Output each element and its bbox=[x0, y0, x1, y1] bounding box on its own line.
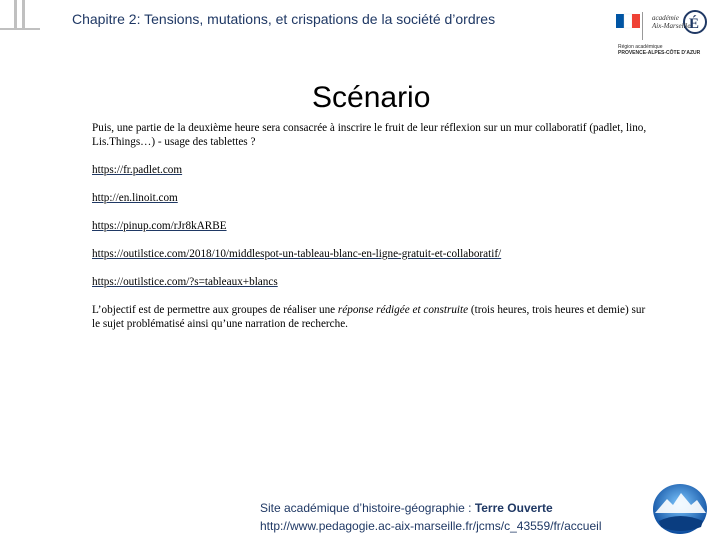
objective-text-2: (trois heures, trois heures et demie) sur le sujet problématisé ainsi qu’une narration de recherche. bbox=[92, 304, 646, 330]
slide-title: Scénario bbox=[312, 81, 431, 114]
region-line-1: Région académique bbox=[618, 44, 663, 50]
globe-mountain-icon bbox=[651, 483, 709, 535]
link-tableaux-blancs[interactable]: https://outilstice.com/?s=tableaux+blancs bbox=[92, 276, 278, 288]
academy-line-2: Aix-Marseille bbox=[652, 22, 691, 30]
footer bbox=[260, 499, 601, 535]
link-pinup[interactable]: https://pinup.com/rJr8kARBE bbox=[92, 220, 227, 232]
footer-site-line bbox=[260, 499, 601, 517]
academy-name bbox=[652, 14, 691, 30]
link-linoit[interactable]: http://en.linoit.com bbox=[92, 192, 178, 204]
svg-text:É: É bbox=[689, 16, 700, 32]
region-line-2: PROVENCE-ALPES-CÔTE D’AZUR bbox=[618, 50, 701, 56]
objective-paragraph bbox=[92, 303, 648, 331]
link-padlet[interactable]: https://fr.padlet.com bbox=[92, 164, 183, 176]
objective-emphasis: réponse rédigée et construite bbox=[337, 304, 469, 316]
slide-content bbox=[92, 121, 648, 345]
intro-paragraph: Puis, une partie de la deuxième heure sera consacrée à inscrire le fruit de leur réflexion sur un mur collaboratif (padlet, lino, Lis.Things…) - usage des tablettes ? bbox=[92, 122, 647, 148]
link-middlespot[interactable]: https://outilstice.com/2018/10/middlespot-un-tableau-blanc-en-ligne-gratuit-et-collaboratif/ bbox=[92, 248, 502, 260]
academy-logo bbox=[612, 4, 710, 56]
academy-line-1: académie bbox=[652, 14, 679, 22]
decorative-bar-horizontal bbox=[0, 28, 40, 30]
decorative-bar-vertical bbox=[14, 0, 17, 30]
page-header-title: Chapitre 2: Tensions, mutations, et crispations de la société d’ordres bbox=[72, 11, 496, 27]
footer-site-prefix: Site académique d’histoire-géographie : bbox=[260, 501, 475, 515]
footer-url[interactable]: http://www.pedagogie.ac-aix-marseille.fr/jcms/c_43559/fr/accueil bbox=[260, 519, 602, 533]
decorative-bar-vertical bbox=[22, 0, 25, 30]
footer-site-name: Terre Ouverte bbox=[474, 501, 553, 515]
objective-text-1: L’objectif est de permettre aux groupes de réaliser une bbox=[92, 304, 338, 316]
region-label bbox=[618, 44, 700, 56]
